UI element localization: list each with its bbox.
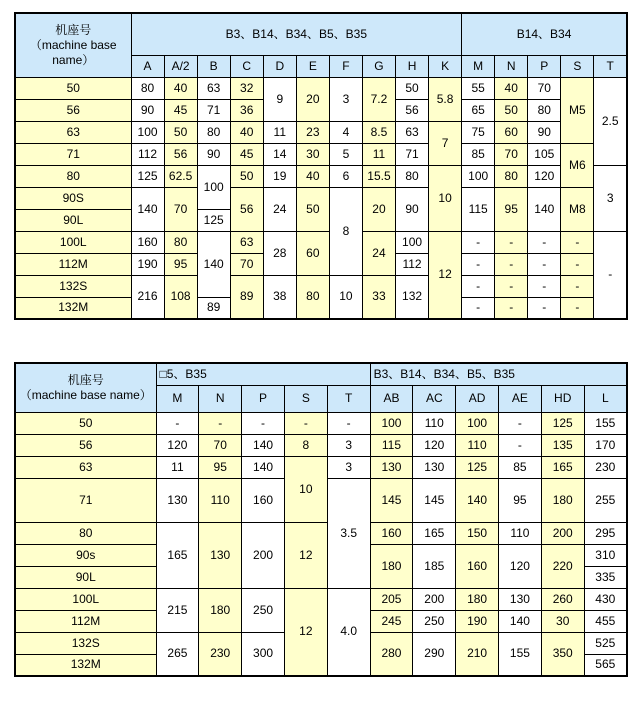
cell-A-2-63: 50 — [164, 121, 197, 143]
cell-H-56: 56 — [396, 99, 429, 121]
cell-P-63: 90 — [528, 121, 561, 143]
cell-P-100L: 250 — [242, 588, 285, 632]
cell-L-50: 155 — [584, 412, 627, 434]
cell-G-71: 11 — [362, 143, 395, 165]
cell-AB-132S: 280 — [370, 632, 413, 676]
cell-B-100L: 140 — [197, 231, 230, 297]
cell-T-56: 3 — [327, 434, 370, 456]
cell-A-2-100L: 80 — [164, 231, 197, 253]
cell-L-112M: 455 — [584, 610, 627, 632]
column-header-AC: AC — [413, 385, 456, 412]
cell-T-71: 3.5 — [327, 478, 370, 588]
cell-P-90S: 140 — [528, 187, 561, 231]
cell-C-132S: 89 — [230, 275, 263, 319]
cell-N-71: 110 — [199, 478, 242, 522]
cell-S-112M: - — [561, 253, 594, 275]
cell-C-50: 32 — [230, 77, 263, 99]
column-header-T: T — [594, 55, 627, 77]
column-header-B: B — [197, 55, 230, 77]
cell-N-71: 70 — [495, 143, 528, 165]
cell-M-71: 130 — [156, 478, 199, 522]
machine-base-name-header-line: （machine base name） — [19, 387, 152, 402]
cell-K-50: 5.8 — [429, 77, 462, 121]
cell-S-50: - — [284, 412, 327, 434]
cell-C-90S: 56 — [230, 187, 263, 231]
cell-L-132M: 565 — [584, 654, 627, 676]
cell-AB-80: 160 — [370, 522, 413, 544]
column-header-A-2: A/2 — [164, 55, 197, 77]
cell-N-90S: 95 — [495, 187, 528, 231]
cell-M-100L: 215 — [156, 588, 199, 632]
cell-HD-71: 180 — [541, 478, 584, 522]
table-row-100L — [15, 588, 627, 610]
cell-N-80: 80 — [495, 165, 528, 187]
cell-M-71: 85 — [462, 143, 495, 165]
cell-L-90s: 310 — [584, 544, 627, 566]
cell-AB-56: 115 — [370, 434, 413, 456]
cell-AC-71: 145 — [413, 478, 456, 522]
cell-AD-112M: 190 — [456, 610, 499, 632]
column-header-H: H — [396, 55, 429, 77]
cell-D-100L: 28 — [263, 231, 296, 275]
cell-M-100L: - — [462, 231, 495, 253]
cell-AD-56: 110 — [456, 434, 499, 456]
row-label-100L: 100L — [15, 588, 156, 610]
cell-B-71: 90 — [197, 143, 230, 165]
cell-A-2-56: 45 — [164, 99, 197, 121]
cell-HD-50: 125 — [541, 412, 584, 434]
table-row-50 — [15, 412, 627, 434]
cell-P-80: 200 — [242, 522, 285, 588]
cell-AD-80: 150 — [456, 522, 499, 544]
cell-S-100L: 12 — [284, 588, 327, 676]
column-header-D: D — [263, 55, 296, 77]
cell-N-132M: - — [495, 297, 528, 319]
lower-dimension-table — [14, 362, 628, 677]
column-header-M: M — [462, 55, 495, 77]
cell-D-71: 14 — [263, 143, 296, 165]
cell-E-63: 23 — [296, 121, 329, 143]
cell-C-100L: 63 — [230, 231, 263, 253]
cell-C-56: 36 — [230, 99, 263, 121]
cell-A-132S: 216 — [131, 275, 164, 319]
cell-H-100L: 100 — [396, 231, 429, 253]
cell-B-63: 80 — [197, 121, 230, 143]
cell-N-63: 60 — [495, 121, 528, 143]
row-label-50: 50 — [15, 77, 131, 99]
cell-AC-100L: 200 — [413, 588, 456, 610]
cell-L-80: 295 — [584, 522, 627, 544]
cell-AB-112M: 245 — [370, 610, 413, 632]
mounting-type-group-header: B3、B14、B34、B5、B35 — [131, 13, 462, 55]
cell-AC-50: 110 — [413, 412, 456, 434]
cell-HD-56: 135 — [541, 434, 584, 456]
cell-S-132S: - — [561, 275, 594, 297]
cell-N-132S: - — [495, 275, 528, 297]
cell-P-112M: - — [528, 253, 561, 275]
table-row-100L — [15, 231, 627, 253]
column-header-E: E — [296, 55, 329, 77]
cell-M-56: 120 — [156, 434, 199, 456]
cell-B-56: 71 — [197, 99, 230, 121]
column-header-K: K — [429, 55, 462, 77]
cell-S-90S: M8 — [561, 187, 594, 231]
table-row-132S — [15, 275, 627, 297]
cell-E-132S: 80 — [296, 275, 329, 319]
machine-base-name-header — [15, 363, 156, 412]
cell-A-112M: 190 — [131, 253, 164, 275]
cell-AD-100L: 180 — [456, 588, 499, 610]
cell-AD-63: 125 — [456, 456, 499, 478]
machine-base-name-header — [15, 13, 131, 77]
cell-K-100L: 12 — [429, 231, 462, 319]
cell-H-80: 80 — [396, 165, 429, 187]
cell-M-80: 100 — [462, 165, 495, 187]
row-label-132S: 132S — [15, 632, 156, 654]
cell-B-90L: 125 — [197, 209, 230, 231]
row-label-100L: 100L — [15, 231, 131, 253]
cell-D-50: 9 — [263, 77, 296, 121]
column-header-M: M — [156, 385, 199, 412]
column-header-P: P — [528, 55, 561, 77]
cell-N-80: 130 — [199, 522, 242, 588]
row-label-63: 63 — [15, 121, 131, 143]
cell-HD-63: 165 — [541, 456, 584, 478]
cell-H-132S: 132 — [396, 275, 429, 319]
cell-AC-80: 165 — [413, 522, 456, 544]
cell-T-63: 3 — [327, 456, 370, 478]
cell-F-71: 5 — [329, 143, 362, 165]
machine-base-name-header-line: name） — [52, 52, 95, 67]
cell-A-2-80: 62.5 — [164, 165, 197, 187]
cell-A-2-71: 56 — [164, 143, 197, 165]
cell-AE-80: 110 — [499, 522, 542, 544]
column-header-AE: AE — [499, 385, 542, 412]
cell-G-132S: 33 — [362, 275, 395, 319]
cell-AB-100L: 205 — [370, 588, 413, 610]
cell-C-112M: 70 — [230, 253, 263, 275]
row-label-63: 63 — [15, 456, 156, 478]
cell-E-90S: 50 — [296, 187, 329, 231]
cell-AE-71: 95 — [499, 478, 542, 522]
cell-L-71: 255 — [584, 478, 627, 522]
column-header-A: A — [131, 55, 164, 77]
table-row-90S — [15, 187, 627, 209]
cell-L-63: 230 — [584, 456, 627, 478]
cell-E-100L: 60 — [296, 231, 329, 275]
cell-A-56: 90 — [131, 99, 164, 121]
cell-P-50: - — [242, 412, 285, 434]
row-label-71: 71 — [15, 143, 131, 165]
cell-HD-100L: 260 — [541, 588, 584, 610]
cell-K-80: 10 — [429, 165, 462, 231]
column-header-N: N — [199, 385, 242, 412]
cell-M-90S: 115 — [462, 187, 495, 231]
cell-AB-63: 130 — [370, 456, 413, 478]
cell-M-63: 11 — [156, 456, 199, 478]
cell-A-50: 80 — [131, 77, 164, 99]
cell-A-2-112M: 95 — [164, 253, 197, 275]
column-header-G: G — [362, 55, 395, 77]
cell-HD-112M: 30 — [541, 610, 584, 632]
row-label-90S: 90S — [15, 187, 131, 209]
row-label-56: 56 — [15, 99, 131, 121]
cell-D-63: 11 — [263, 121, 296, 143]
cell-S-63: 10 — [284, 456, 327, 522]
cell-S-50: M5 — [561, 77, 594, 143]
column-header-C: C — [230, 55, 263, 77]
cell-C-63: 40 — [230, 121, 263, 143]
cell-AE-100L: 130 — [499, 588, 542, 610]
cell-AE-132S: 155 — [499, 632, 542, 676]
table-gap — [14, 320, 628, 362]
cell-M-112M: - — [462, 253, 495, 275]
cell-A-90S: 140 — [131, 187, 164, 231]
row-label-80: 80 — [15, 165, 131, 187]
column-header-S: S — [284, 385, 327, 412]
machine-base-name-header-line: 机座号 — [67, 372, 104, 387]
cell-AC-132S: 290 — [413, 632, 456, 676]
row-label-80: 80 — [15, 522, 156, 544]
cell-N-56: 70 — [199, 434, 242, 456]
table-row-80 — [15, 522, 627, 544]
cell-K-63: 7 — [429, 121, 462, 165]
cell-P-71: 105 — [528, 143, 561, 165]
cell-S-80: 12 — [284, 522, 327, 588]
cell-F-63: 4 — [329, 121, 362, 143]
column-header-S: S — [561, 55, 594, 77]
cell-M-132S: - — [462, 275, 495, 297]
cell-M-63: 75 — [462, 121, 495, 143]
cell-N-100L: - — [495, 231, 528, 253]
cell-AD-90s: 160 — [456, 544, 499, 588]
machine-base-name-header-line: 机座号 — [55, 22, 92, 37]
row-label-90L: 90L — [15, 209, 131, 231]
cell-N-132S: 230 — [199, 632, 242, 676]
cell-F-50: 3 — [329, 77, 362, 121]
cell-N-63: 95 — [199, 456, 242, 478]
cell-D-90S: 24 — [263, 187, 296, 231]
table-row-56 — [15, 434, 627, 456]
table-row-63 — [15, 121, 627, 143]
cell-AD-71: 140 — [456, 478, 499, 522]
cell-G-90S: 20 — [362, 187, 395, 231]
cell-P-56: 140 — [242, 434, 285, 456]
cell-T-100L: 4.0 — [327, 588, 370, 676]
cell-N-50: 40 — [495, 77, 528, 99]
row-label-112M: 112M — [15, 253, 131, 275]
cell-G-100L: 24 — [362, 231, 395, 275]
cell-HD-90s: 220 — [541, 544, 584, 588]
cell-G-50: 7.2 — [362, 77, 395, 121]
cell-E-50: 20 — [296, 77, 329, 121]
cell-P-132S: 300 — [242, 632, 285, 676]
cell-AE-63: 85 — [499, 456, 542, 478]
cell-F-132S: 10 — [329, 275, 362, 319]
cell-H-63: 63 — [396, 121, 429, 143]
cell-M-132M: - — [462, 297, 495, 319]
cell-T-100L: - — [594, 231, 627, 319]
row-label-132M: 132M — [15, 297, 131, 319]
cell-AE-50: - — [499, 412, 542, 434]
cell-AC-112M: 250 — [413, 610, 456, 632]
cell-C-71: 45 — [230, 143, 263, 165]
cell-P-56: 80 — [528, 99, 561, 121]
cell-A-2-50: 40 — [164, 77, 197, 99]
cell-M-132S: 265 — [156, 632, 199, 676]
cell-M-50: - — [156, 412, 199, 434]
column-header-T: T — [327, 385, 370, 412]
row-label-71: 71 — [15, 478, 156, 522]
cell-P-132M: - — [528, 297, 561, 319]
row-label-50: 50 — [15, 412, 156, 434]
mounting-type-group-header: B3、B14、B34、B5、B35 — [370, 363, 627, 385]
upper-dimension-table — [14, 12, 628, 320]
cell-D-132S: 38 — [263, 275, 296, 319]
cell-S-56: 8 — [284, 434, 327, 456]
cell-F-80: 6 — [329, 165, 362, 187]
cell-H-71: 71 — [396, 143, 429, 165]
row-label-132S: 132S — [15, 275, 131, 297]
cell-S-71: M6 — [561, 143, 594, 187]
cell-M-50: 55 — [462, 77, 495, 99]
cell-M-80: 165 — [156, 522, 199, 588]
cell-AB-90s: 180 — [370, 544, 413, 588]
table-row-50 — [15, 77, 627, 99]
column-header-P: P — [242, 385, 285, 412]
cell-M-56: 65 — [462, 99, 495, 121]
cell-P-71: 160 — [242, 478, 285, 522]
cell-A-100L: 160 — [131, 231, 164, 253]
row-label-56: 56 — [15, 434, 156, 456]
cell-G-63: 8.5 — [362, 121, 395, 143]
cell-B-132M: 89 — [197, 297, 230, 319]
cell-L-100L: 430 — [584, 588, 627, 610]
table-row-80 — [15, 165, 627, 187]
cell-E-71: 30 — [296, 143, 329, 165]
mounting-type-group-header: □5、B35 — [156, 363, 370, 385]
cell-AE-112M: 140 — [499, 610, 542, 632]
cell-AC-56: 120 — [413, 434, 456, 456]
cell-H-50: 50 — [396, 77, 429, 99]
cell-T-50: 2.5 — [594, 77, 627, 165]
cell-A-63: 100 — [131, 121, 164, 143]
table-row-63 — [15, 456, 627, 478]
cell-L-56: 170 — [584, 434, 627, 456]
cell-G-80: 15.5 — [362, 165, 395, 187]
cell-A-2-132S: 108 — [164, 275, 197, 319]
cell-AD-132S: 210 — [456, 632, 499, 676]
cell-A-80: 125 — [131, 165, 164, 187]
cell-P-63: 140 — [242, 456, 285, 478]
column-header-L: L — [584, 385, 627, 412]
cell-E-80: 40 — [296, 165, 329, 187]
row-label-90L: 90L — [15, 566, 156, 588]
cell-AB-50: 100 — [370, 412, 413, 434]
mounting-type-group-header: B14、B34 — [462, 13, 627, 55]
cell-AD-50: 100 — [456, 412, 499, 434]
row-label-112M: 112M — [15, 610, 156, 632]
cell-AE-56: - — [499, 434, 542, 456]
column-header-HD: HD — [541, 385, 584, 412]
cell-N-112M: - — [495, 253, 528, 275]
cell-N-56: 50 — [495, 99, 528, 121]
cell-B-80: 100 — [197, 165, 230, 209]
cell-H-90S: 90 — [396, 187, 429, 231]
cell-T-50: - — [327, 412, 370, 434]
cell-P-80: 120 — [528, 165, 561, 187]
column-header-AB: AB — [370, 385, 413, 412]
cell-S-132M: - — [561, 297, 594, 319]
cell-T-80: 3 — [594, 165, 627, 231]
cell-P-50: 70 — [528, 77, 561, 99]
column-header-N: N — [495, 55, 528, 77]
cell-A-71: 112 — [131, 143, 164, 165]
machine-base-name-header-line: （machine base — [29, 37, 117, 52]
cell-P-100L: - — [528, 231, 561, 253]
cell-D-80: 19 — [263, 165, 296, 187]
row-label-132M: 132M — [15, 654, 156, 676]
cell-N-100L: 180 — [199, 588, 242, 632]
cell-AC-63: 130 — [413, 456, 456, 478]
cell-A-2-90S: 70 — [164, 187, 197, 231]
cell-F-90S: 8 — [329, 187, 362, 275]
cell-B-50: 63 — [197, 77, 230, 99]
cell-AB-71: 145 — [370, 478, 413, 522]
cell-S-100L: - — [561, 231, 594, 253]
cell-P-132S: - — [528, 275, 561, 297]
cell-AE-90s: 120 — [499, 544, 542, 588]
cell-L-132S: 525 — [584, 632, 627, 654]
column-header-F: F — [329, 55, 362, 77]
cell-HD-80: 200 — [541, 522, 584, 544]
cell-N-50: - — [199, 412, 242, 434]
cell-L-90L: 335 — [584, 566, 627, 588]
column-header-AD: AD — [456, 385, 499, 412]
cell-HD-132S: 350 — [541, 632, 584, 676]
cell-AC-90s: 185 — [413, 544, 456, 588]
cell-C-80: 50 — [230, 165, 263, 187]
cell-H-112M: 112 — [396, 253, 429, 275]
row-label-90s: 90s — [15, 544, 156, 566]
table-row-71 — [15, 143, 627, 165]
